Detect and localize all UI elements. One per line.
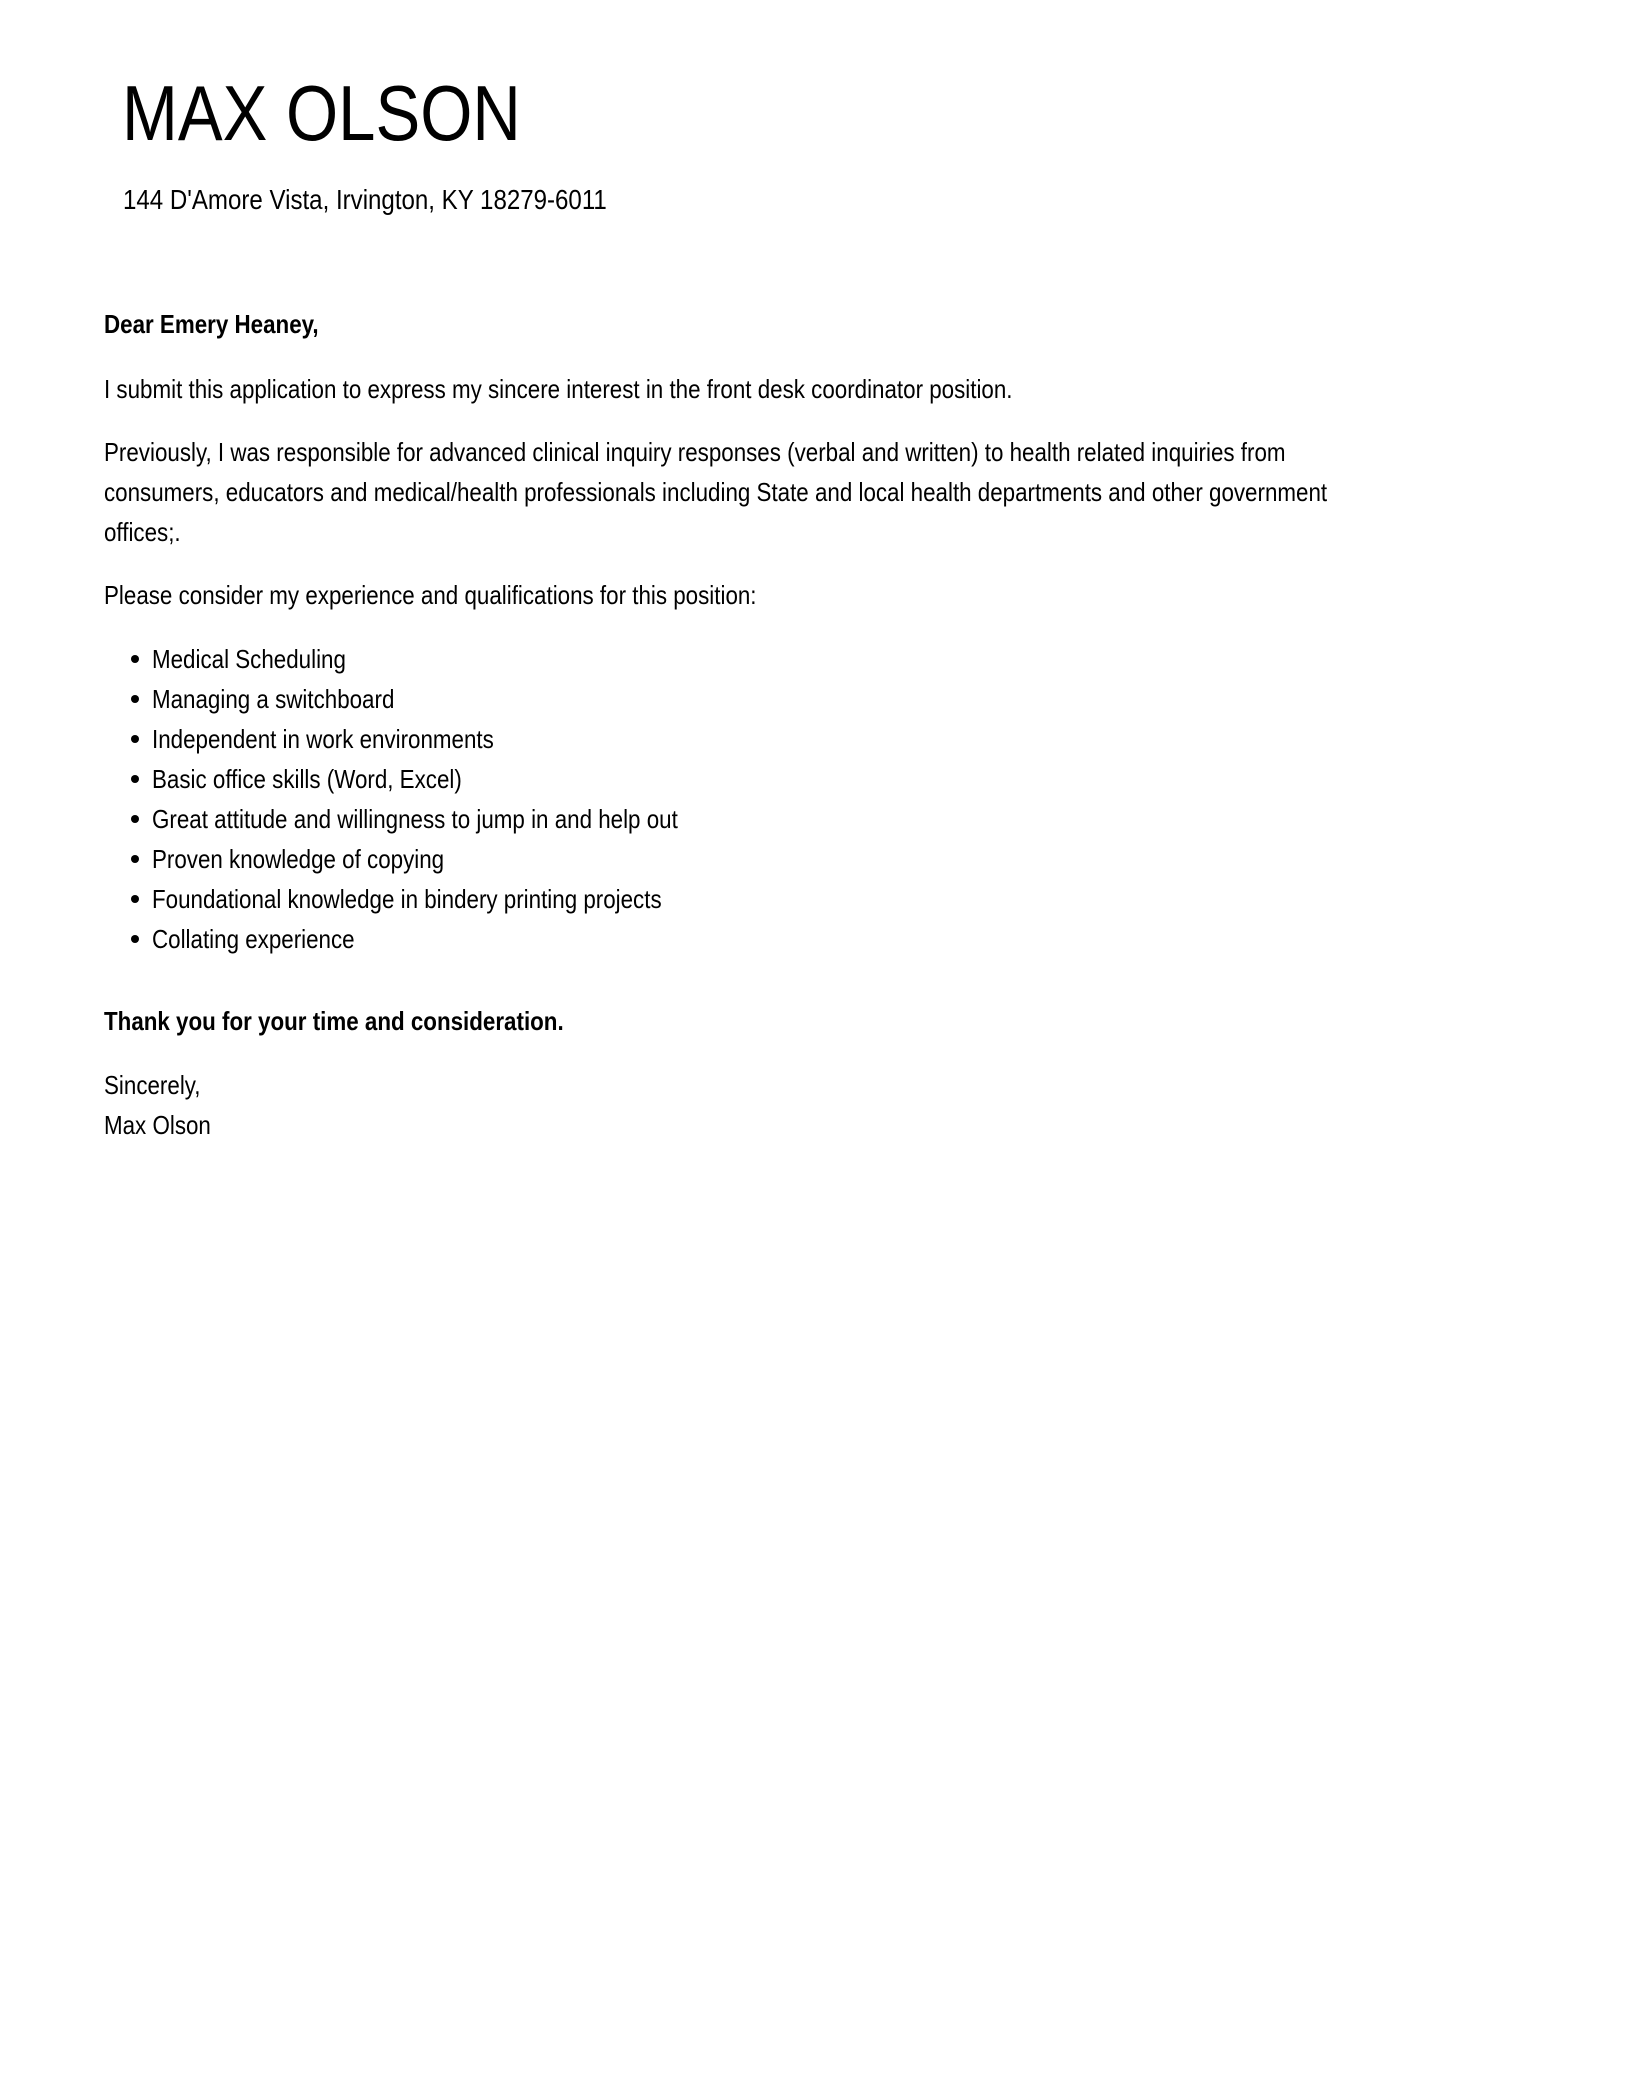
list-item-text: Managing a switchboard bbox=[152, 684, 395, 714]
sign-off-text: Sincerely, bbox=[104, 1070, 201, 1100]
qualifications-intro-text: Please consider my experience and qualifications for this position: bbox=[104, 580, 757, 610]
bullet-icon bbox=[131, 935, 139, 943]
applicant-address-text: 144 D'Amore Vista, Irvington, KY 18279-6011 bbox=[123, 184, 607, 215]
intro-paragraph bbox=[104, 372, 1160, 406]
salutation-text: Dear Emery Heaney, bbox=[104, 309, 319, 339]
list-item-text: Collating experience bbox=[152, 924, 355, 954]
intro-text: I submit this application to express my sincere interest in the front desk coordinator position. bbox=[104, 374, 1013, 404]
signature-text: Max Olson bbox=[104, 1110, 211, 1140]
applicant-name bbox=[122, 68, 586, 158]
applicant-address bbox=[123, 183, 686, 217]
list-item-text: Foundational knowledge in bindery printing projects bbox=[152, 884, 662, 914]
bullet-icon bbox=[131, 695, 139, 703]
qualifications-intro bbox=[104, 578, 863, 612]
salutation bbox=[104, 307, 354, 341]
bullet-icon bbox=[131, 895, 139, 903]
experience-line-text: Previously, I was responsible for advanced clinical inquiry responses (verbal and written) to health related inquiries from bbox=[104, 437, 1286, 467]
bullet-icon bbox=[131, 775, 139, 783]
experience-paragraph-line-2 bbox=[104, 475, 1526, 509]
signature bbox=[104, 1108, 228, 1142]
list-item-text: Medical Scheduling bbox=[152, 644, 346, 674]
experience-paragraph-line-3 bbox=[104, 515, 193, 549]
sign-off bbox=[104, 1068, 216, 1102]
closing-line-text: Thank you for your time and consideration. bbox=[104, 1006, 564, 1036]
bullet-icon bbox=[131, 815, 139, 823]
closing-line bbox=[104, 1004, 639, 1038]
applicant-name-text: MAX OLSON bbox=[122, 69, 521, 157]
list-item-text: Basic office skills (Word, Excel) bbox=[152, 764, 462, 794]
experience-paragraph-line-1 bbox=[104, 435, 1478, 469]
bullet-icon bbox=[131, 855, 139, 863]
bullet-icon bbox=[131, 735, 139, 743]
list-item-text: Independent in work environments bbox=[152, 724, 494, 754]
experience-line-text: offices;. bbox=[104, 517, 181, 547]
list-item-text: Proven knowledge of copying bbox=[152, 844, 445, 874]
experience-line-text: consumers, educators and medical/health professionals including State and local health departments and other government bbox=[104, 477, 1328, 507]
bullet-icon bbox=[131, 655, 139, 663]
list-item-text: Great attitude and willingness to jump in and help out bbox=[152, 804, 678, 834]
